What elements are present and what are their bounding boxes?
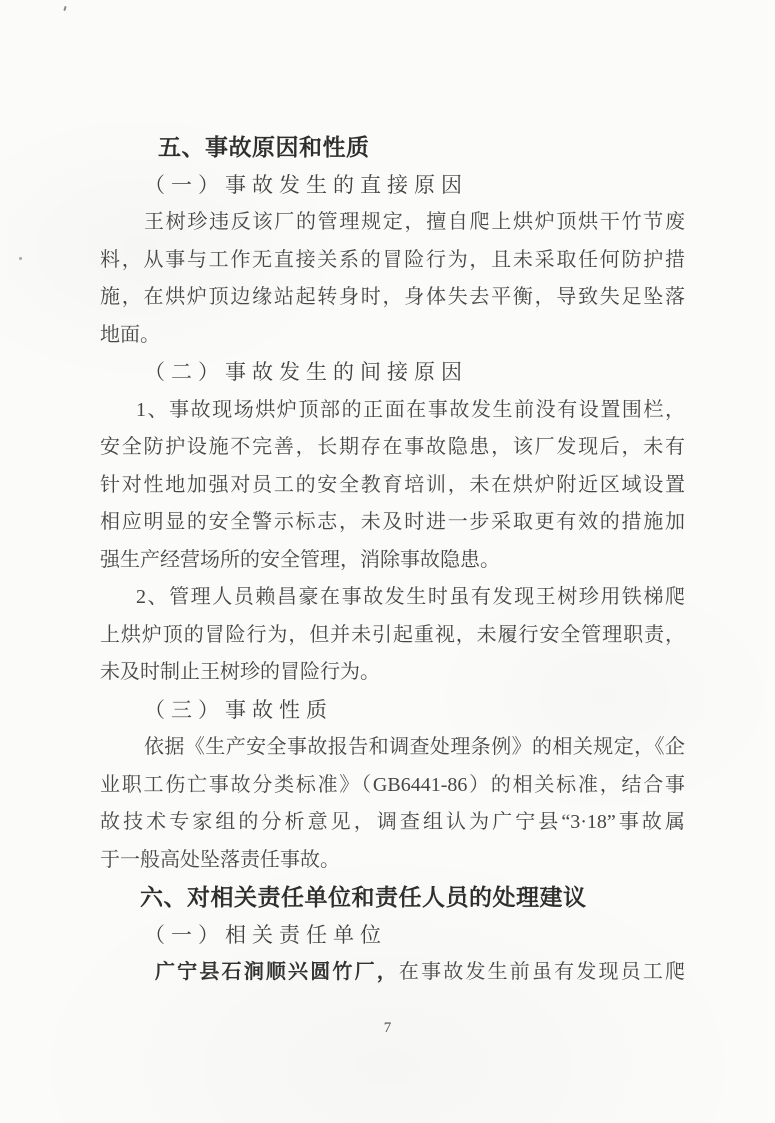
subheading-accident-nature: （三）事故性质 [144, 697, 333, 722]
body-line: 上烘炉顶的冒险行为，但并未引起重视，未履行安全管理职责， [100, 623, 685, 646]
body-line: 业职工伤亡事故分类标准》（GB6441-86）的相关标准，结合事 [100, 773, 685, 796]
section-heading-6: 六、对相关责任单位和责任人员的处理建议 [140, 884, 587, 910]
body-line: 2、管理人员赖昌豪在事故发生时虽有发现王树珍用铁梯爬 [136, 586, 685, 608]
body-line: 强生产经营场所的安全管理，消除事故隐患。 [100, 548, 500, 571]
body-line: 料，从事与工作无直接关系的冒险行为，且未采取任何防护措 [100, 248, 685, 271]
scan-speck-left [19, 257, 22, 260]
subheading-indirect-cause: （二）事故发生的间接原因 [144, 360, 468, 384]
body-line: 地面。 [100, 323, 160, 346]
body-line: 王树珍违反该厂的管理规定，擅自爬上烘炉顶烘干竹节废 [144, 211, 685, 233]
body-line-text: 在事故发生前虽有发现员工爬 [398, 961, 685, 983]
body-line: 相应明显的安全警示标志，未及时进一步采取更有效的措施加 [100, 511, 685, 533]
body-line: 依据《生产安全事故报告和调查处理条例》的相关规定，《企 [144, 736, 685, 758]
page-number: 7 [383, 1020, 392, 1036]
body-line: 于一般高处坠落责任事故。 [100, 848, 340, 871]
body-line: 施，在烘炉顶边缘站起转身时，身体失去平衡，导致失足坠落 [100, 286, 685, 308]
body-line: 安全防护设施不完善，长期存在事故隐患，该厂发现后，未有 [100, 436, 685, 458]
body-line: 故技术专家组的分析意见，调查组认为广宁县“3·18”事故属 [100, 811, 685, 833]
document-body [100, 129, 685, 992]
responsible-unit-name: 广宁县石涧顺兴圆竹厂， [155, 961, 399, 983]
body-line: 未及时制止王树珍的冒险行为。 [100, 661, 380, 683]
subheading-responsible-unit: （一）相关责任单位 [144, 922, 387, 947]
body-line: 针对性地加强对员工的安全教育培训，未在烘炉附近区域设置 [100, 473, 685, 496]
body-line: 1、事故现场烘炉顶部的正面在事故发生前没有设置围栏， [136, 398, 685, 421]
scan-speck-top [63, 6, 66, 11]
section-heading-5: 五、事故原因和性质 [158, 134, 370, 160]
subheading-direct-cause: （一）事故发生的直接原因 [144, 172, 468, 197]
body-line [100, 954, 685, 992]
